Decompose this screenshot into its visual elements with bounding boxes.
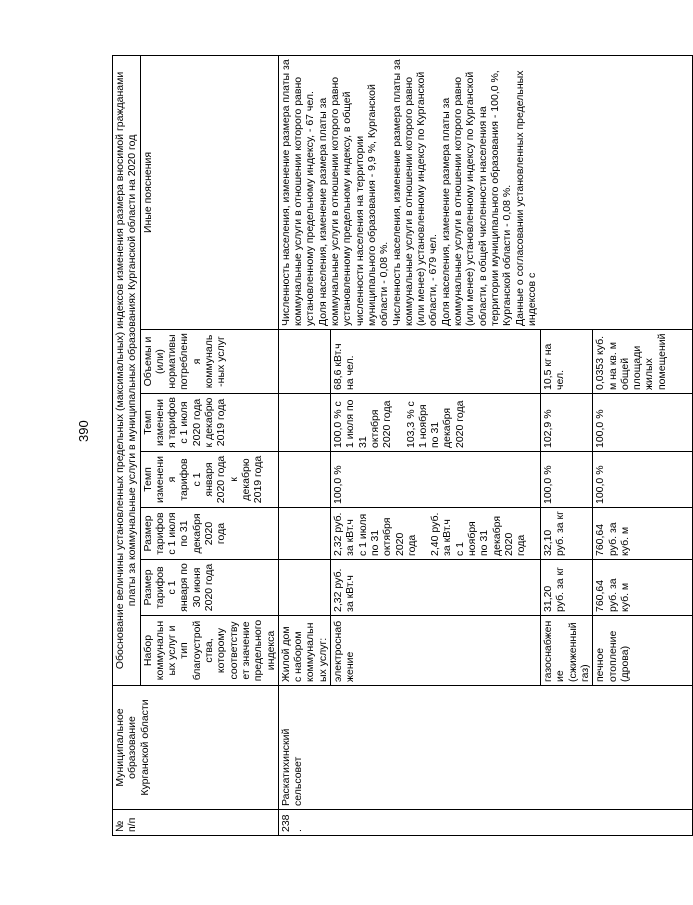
rate-jul: 102,9 % [541,394,593,452]
tariff-jan: 2,32 руб. за кВт.ч [331,560,541,616]
row-municipality: Раскатихинский сельсовет [278,686,692,810]
header-tariff-jul: Размер тарифов с 1 июля по 31 декабря 2020 года [140,508,278,560]
tariff-jul [331,508,541,560]
volume: 10,5 кг на чел. [541,330,593,394]
note-item: Численность населения, изменение размера платы за коммунальные услуги в отношении которого равно установленному предельному индексу, - 67 чел. [279,59,317,326]
tariff-jul-period: 2,40 руб. за кВт.ч с 1 ноября по 31 декабря 2020 года [429,512,528,556]
header-tariff-jan: Размер тарифов с 1 января по 30 июня 2020 года [140,560,278,616]
service-name: газоснабжение (сжиженный газ) [541,616,593,686]
table-row-house [278,55,330,835]
rate-jul [331,394,541,452]
header-municipality: Муниципальное образование Курганской области [113,686,279,810]
note-item: Доля населения, изменение размера платы за коммунальные услуги в отношении которого равно установленному предельному индексу, в общей численности населения на территории муниципального образования - 9,9 %, Курганской области - 0,08 %. [316,76,391,326]
tariff-jul-period: 2,32 руб. за кВт.ч с 1 июля по 31 октября 2020 года [332,512,418,556]
rate-jan: 100,0 % [593,452,693,508]
rotated-table-container [112,56,668,836]
rate-jul: 100,0 % [593,394,693,452]
row-notes [278,55,692,329]
tariff-jul: 760,64 руб. за куб. м [593,508,693,560]
header-rate-jan: Темп изменения тарифов с 1 января 2020 года к декабрю 2019 года [140,452,278,508]
service-name: печное отопление (дрова) [593,616,693,686]
tariff-jan: 31,20 руб. за кг [541,560,593,616]
rate-jul-period: 100,0 % с 1 июля по 31 октября 2020 года [332,399,394,448]
note-item: Данные о согласовании установленных предельных индексов с [513,70,538,326]
header-volumes: Объемы и (или) нормативы потребления коммуналь-ных услуг [140,330,278,394]
row-house-type: Жилой дом с набором коммунальных услуг: [278,616,330,686]
tariff-index-table [112,55,693,836]
volume: 68,6 кВт.ч на чел. [331,330,541,394]
table-title: Обоснование величины установленных предельных (максимальных) индексов изменения размера вносимой гражданами платы за коммунальные услуги в муниципальных образованиях Курганской области на 2020 год [113,55,141,685]
tariff-jan: 760,64 руб. за куб. м [593,560,693,616]
header-num: № п/п [113,810,279,836]
rate-jan: 100,0 % [541,452,593,508]
page-number: 390 [76,420,91,442]
rate-jul-period: 103,3 % с 1 ноября по 31 декабря 2020 года [404,400,466,448]
service-name: электроснабжение [331,616,541,686]
table-title-row [113,55,141,835]
header-notes: Иные пояснения [140,55,278,329]
header-rate-jul: Темп изменения тарифов с 1 июля 2020 года к декабрю 2019 года [140,394,278,452]
header-services: Набор коммунальных услуг и тип благоустройства, которому соответствует значение предельного индекса [140,616,278,686]
rate-jan: 100,0 % [331,452,541,508]
tariff-jul: 32,10 руб. за кг [541,508,593,560]
volume: 0,0353 куб. м на кв. м общей площади жилых помещений [593,330,693,394]
note-item: Численность населения, изменение размера платы за коммунальные услуги в отношении которого равно (или менее) установленному индексу по Курганской области, - 679 чел. [390,59,440,326]
note-item: Доля населения, изменение размера платы за коммунальные услуги в отношении которого равно (или менее) установленному индексу по Курганской области, в общей численности населения на территории муниципального образования - 100,0 %, Курганской области - 0,08 %. [439,70,514,326]
row-num: 238. [278,810,692,836]
